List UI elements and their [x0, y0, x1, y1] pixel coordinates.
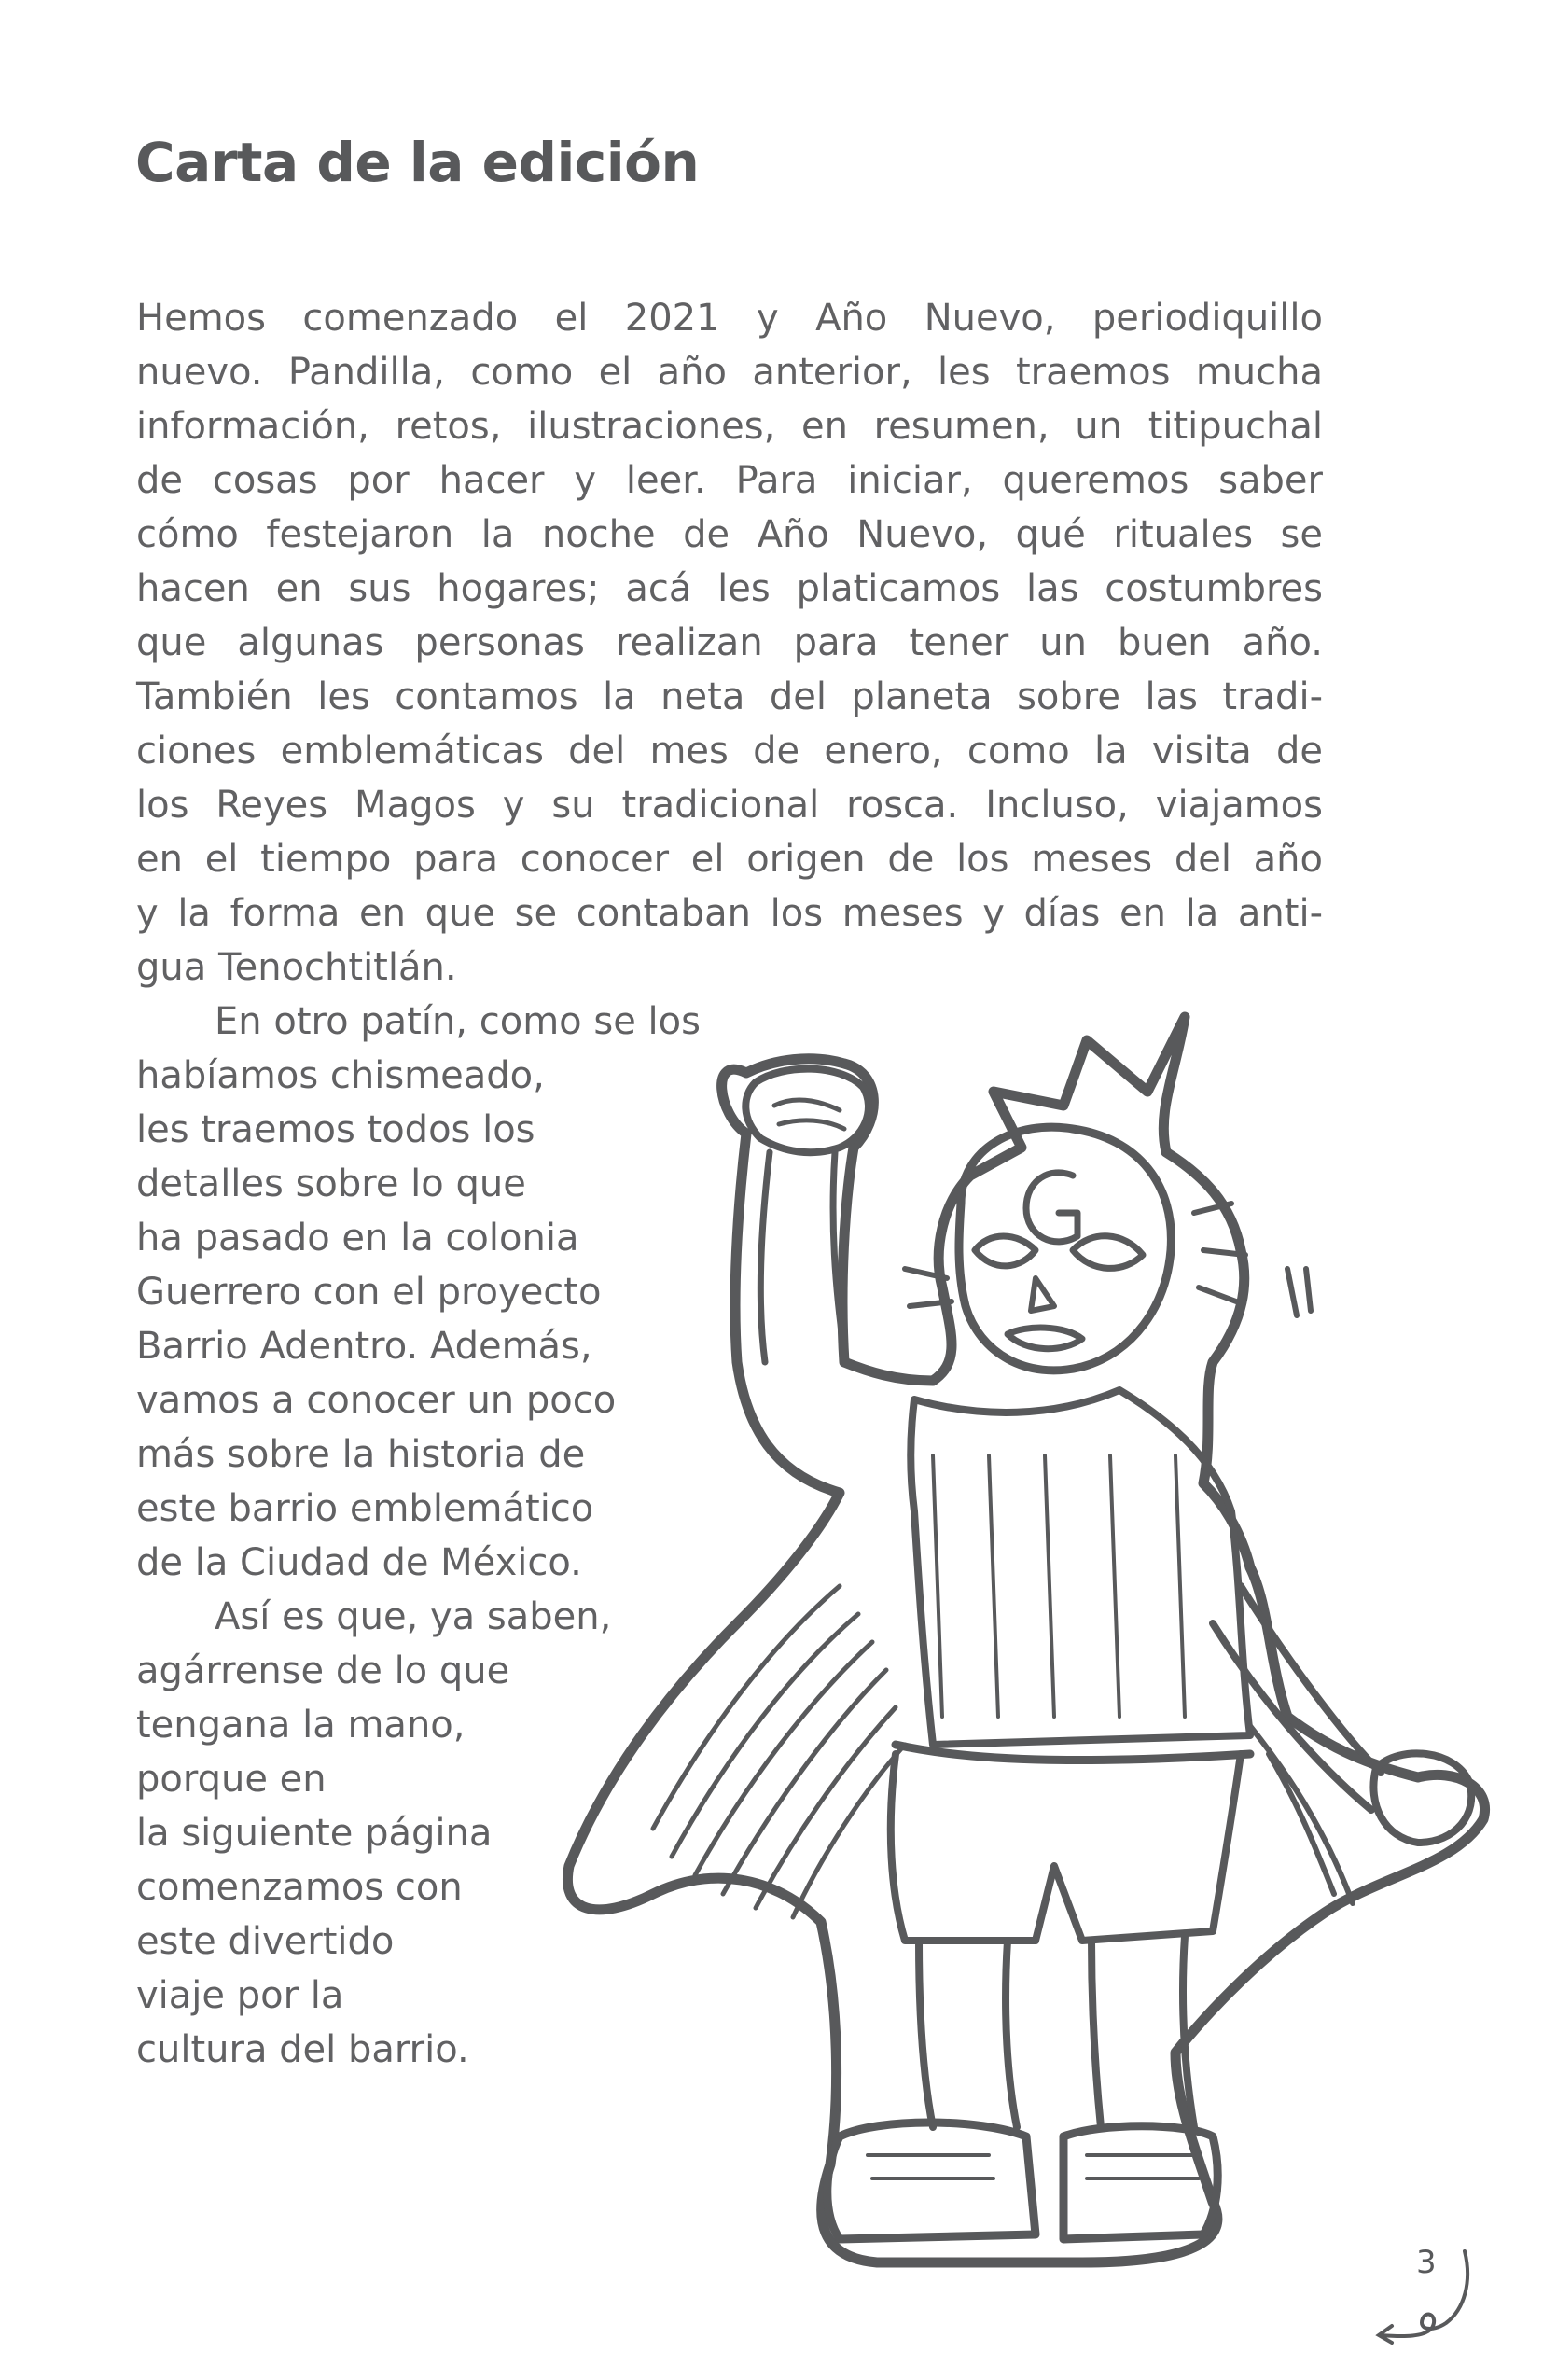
text-line: ha pasado en la colonia: [136, 1217, 579, 1260]
text-line: También les contamos la neta del planeta sobre las tradi-: [136, 675, 1323, 718]
text-line: de cosas por hacer y leer. Para iniciar, queremos saber: [136, 459, 1323, 502]
text-line: que algunas personas realizan para tener un buen año.: [136, 621, 1323, 664]
text-line: y la forma en que se contaban los meses y días en la anti-: [136, 892, 1323, 935]
text-line: la siguiente página: [136, 1812, 493, 1855]
text-line: información, retos, ilustraciones, en resumen, un titipuchal: [136, 405, 1323, 448]
text-line: habíamos chismeado,: [136, 1054, 545, 1097]
text-line: cómo festejaron la noche de Año Nuevo, qué rituales se: [136, 513, 1323, 556]
text-line: ciones emblemáticas del mes de enero, como la visita de: [136, 730, 1323, 772]
text-line: porque en: [136, 1758, 327, 1801]
text-line: Barrio Adentro. Además,: [136, 1325, 592, 1368]
text-line: En otro patín, como se los: [215, 1000, 701, 1043]
text-line: les traemos todos los: [136, 1108, 535, 1151]
text-line: Así es que, ya saben,: [215, 1595, 612, 1638]
text-line: este barrio emblemático: [136, 1487, 594, 1530]
text-line: comenzamos con: [136, 1866, 463, 1909]
text-line: Guerrero con el proyecto: [136, 1271, 602, 1314]
text-line: gua Tenochtitlán.: [136, 946, 457, 989]
page-number: 3: [1416, 2244, 1437, 2281]
text-line: de la Ciudad de México.: [136, 1541, 582, 1584]
text-line: vamos a conocer un poco: [136, 1379, 617, 1422]
page-title: Carta de la edición: [135, 131, 700, 194]
text-line: Hemos comenzado el 2021 y Año Nuevo, periodiquillo: [136, 297, 1323, 340]
text-line: este divertido: [136, 1920, 395, 1963]
intro-paragraph: [136, 291, 1323, 995]
text-line: tengana la mano,: [136, 1704, 466, 1747]
text-line: más sobre la historia de: [136, 1433, 586, 1476]
swirl-arrow-icon: [1371, 2244, 1483, 2346]
text-line: hacen en sus hogares; acá les platicamos las costumbres: [136, 567, 1323, 610]
text-line: los Reyes Magos y su tradicional rosca. Incluso, viajamos: [136, 784, 1323, 827]
text-line: detalles sobre lo que: [136, 1162, 526, 1205]
text-line: en el tiempo para conocer el origen de los meses del año: [136, 838, 1323, 881]
luchador-illustration-icon: [536, 970, 1497, 2295]
text-line: nuevo. Pandilla, como el año anterior, les traemos mucha: [136, 351, 1323, 394]
text-line: viaje por la: [136, 1974, 344, 2017]
text-line: agárrense de lo que: [136, 1649, 510, 1692]
text-line: cultura del barrio.: [136, 2028, 469, 2071]
